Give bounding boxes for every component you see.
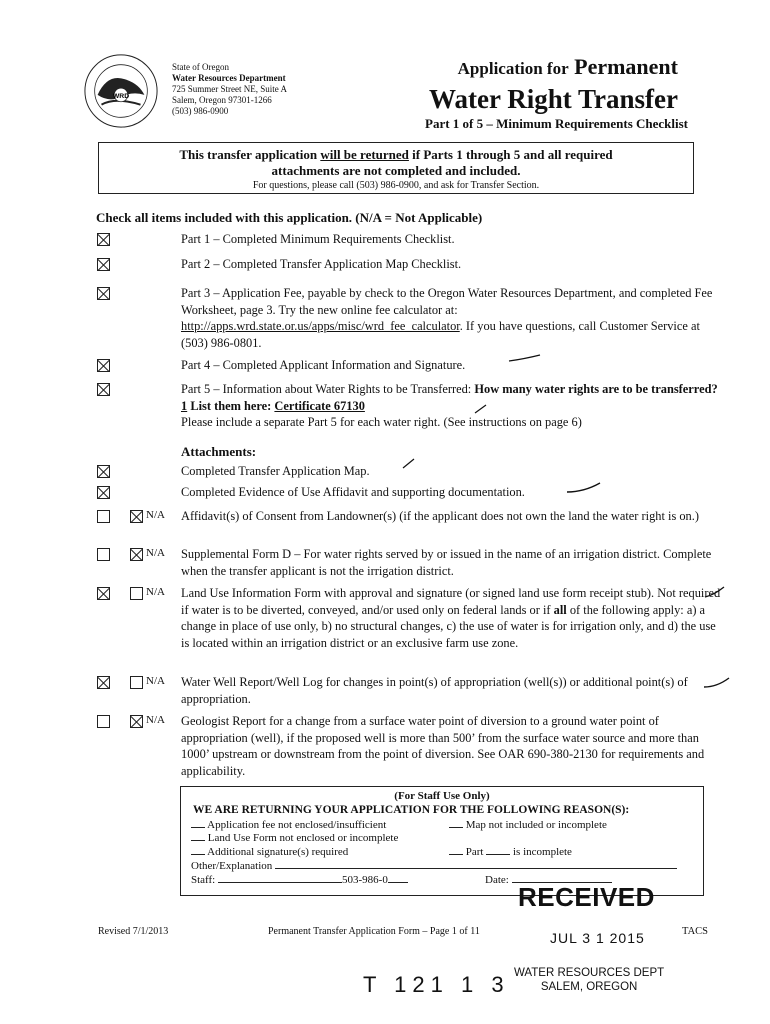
agency-street: 725 Summer Street NE, Suite A: [172, 84, 287, 94]
item-map: Completed Transfer Application Map.: [181, 464, 370, 478]
transfer-number: T 121 1 3: [363, 972, 510, 997]
checkbox-part4[interactable]: [97, 359, 110, 372]
na-label: N/A: [146, 714, 165, 726]
stamp-date: JUL 3 1 2015: [550, 930, 645, 946]
stamp-dept: WATER RESOURCES DEPT SALEM, OREGON: [514, 967, 665, 993]
notice-line2: attachments are not completed and included.: [271, 163, 521, 178]
agency-address: [172, 62, 287, 117]
form-subtitle: Part 1 of 5 – Minimum Requirements Checklist: [425, 116, 688, 131]
water-right-count: 1: [181, 398, 188, 413]
check-mark-icon: [703, 676, 731, 690]
na-label: N/A: [146, 675, 165, 687]
checkbox-consent[interactable]: [97, 510, 110, 523]
reason-map[interactable]: Map not included or incomplete: [449, 818, 607, 831]
item-landuse: Land Use Information Form with approval and signature (or signed land use form receipt stub). Not required if water is to be diverted, conveyed, and/or used only on federal lands or if all of the following apply: a) a change in place of use only, b) no structural changes, c) the use of water is for irrigation only, and d) the use is located within an irrigation district or an exclusive farm use zone.: [181, 586, 721, 650]
item-well: Water Well Report/Well Log for changes in point(s) of appropriation (well(s)) or additional point(s) of appropriation.: [181, 675, 688, 706]
reason-landuse[interactable]: Land Use Form not enclosed or incomplete: [191, 831, 398, 844]
checkbox-part3[interactable]: [97, 287, 110, 300]
footer-revised: Revised 7/1/2013: [98, 926, 169, 937]
staff-box-title: (For Staff Use Only): [394, 790, 490, 802]
checkbox-landuse-na[interactable]: [130, 587, 143, 600]
checkbox-map[interactable]: [97, 465, 110, 478]
notice-line3: For questions, please call (503) 986-0900, and ask for Transfer Section.: [252, 180, 540, 191]
checkbox-formd-na[interactable]: [130, 548, 143, 561]
return-notice-box: [98, 142, 694, 194]
check-mark-icon: [566, 482, 602, 496]
check-mark-icon: [474, 404, 488, 414]
water-right-list: Certificate 67130: [274, 398, 365, 413]
check-mark-icon: [508, 353, 542, 367]
checkbox-consent-na[interactable]: [130, 510, 143, 523]
check-mark-icon: [704, 585, 726, 599]
title-main: Permanent: [574, 54, 678, 79]
checkbox-part5[interactable]: [97, 383, 110, 396]
agency-city: Salem, Oregon 97301-1266: [172, 95, 272, 105]
checkbox-part1[interactable]: [97, 233, 110, 246]
item-geologist: Geologist Report for a change from a surface water point of diversion to a ground water point of appropriation (well), if the proposed well is more than 500’ from the surface water source and more than 1000’ upstream or downstream from the point of diversion. See OAR 690-380-2130 for requirements and applicability.: [181, 714, 705, 778]
item-part5: Part 5 – Information about Water Rights to be Transferred: How many water rights are to be transferred? 1 List them here: Certificate 67130 Please include a separate Part 5 for each water right. (See instructions on page 6): [181, 382, 718, 429]
agency-phone: (503) 986-0900: [172, 106, 229, 116]
reason-signature[interactable]: Additional signature(s) required: [191, 845, 348, 858]
footer-page: Permanent Transfer Application Form – Page 1 of 11: [268, 926, 480, 937]
checkbox-landuse[interactable]: [97, 587, 110, 600]
reason-fee[interactable]: Application fee not enclosed/insufficient: [191, 818, 386, 831]
item-part4: Part 4 – Completed Applicant Information and Signature.: [181, 358, 466, 372]
agency-name: Water Resources Department: [172, 73, 286, 83]
na-label: N/A: [146, 586, 165, 598]
staff-box-heading: WE ARE RETURNING YOUR APPLICATION FOR THE FOLLOWING REASON(S):: [193, 804, 630, 816]
staff-line[interactable]: Staff: 503-986-0: [191, 873, 408, 886]
fee-calculator-link[interactable]: http://apps.wrd.state.or.us/apps/misc/wrd_fee_calculator: [181, 319, 460, 333]
item-affidavit: Completed Evidence of Use Affidavit and supporting documentation.: [181, 485, 525, 499]
footer-tacs: TACS: [682, 926, 708, 937]
agency-state: State of Oregon: [172, 62, 229, 72]
checkbox-geologist-na[interactable]: [130, 715, 143, 728]
received-stamp: RECEIVED: [518, 882, 655, 912]
seal-center-text: WRD: [112, 92, 130, 100]
checkbox-affidavit[interactable]: [97, 486, 110, 499]
na-label: N/A: [146, 509, 165, 521]
item-part1: Part 1 – Completed Minimum Requirements Checklist.: [181, 232, 455, 246]
item-consent: Affidavit(s) of Consent from Landowner(s) (if the applicant does not own the land the water right is on.): [181, 509, 699, 523]
form-title-line2: Water Right Transfer: [429, 84, 678, 114]
item-formd: Supplemental Form D – For water rights served by or issued in the name of an irrigation district. Complete when the transfer applicant is not the irrigation district.: [181, 547, 712, 578]
form-title-line1: [458, 54, 678, 80]
reason-other[interactable]: Other/Explanation: [191, 859, 677, 872]
check-mark-icon: [402, 458, 416, 470]
item-part2: Part 2 – Completed Transfer Application Map Checklist.: [181, 257, 462, 271]
notice-line1: This transfer application will be returned if Parts 1 through 5 and all required: [179, 147, 613, 162]
attachments-heading: Attachments:: [181, 444, 257, 459]
date-line[interactable]: Date:: [485, 873, 612, 886]
item-part3: Part 3 – Application Fee, payable by check to the Oregon Water Resources Department, and completed Fee Worksheet, page 3. Try the new online fee calculator at: http://apps.wrd.state.or.us/apps/misc/wrd_fee_calculator. If you have questions, call Customer Service at (503) 986-0801.: [181, 286, 713, 350]
checkbox-formd[interactable]: [97, 548, 110, 561]
checkbox-geologist[interactable]: [97, 715, 110, 728]
na-label: N/A: [146, 547, 165, 559]
reason-part[interactable]: Part is incomplete: [449, 845, 572, 858]
checkbox-well[interactable]: [97, 676, 110, 689]
checkbox-well-na[interactable]: [130, 676, 143, 689]
staff-use-box: [180, 786, 704, 896]
oregon-wrd-seal: [82, 52, 160, 130]
title-prefix: Application for: [457, 59, 569, 78]
checklist-heading: Check all items included with this application. (N/A = Not Applicable): [96, 210, 483, 225]
checkbox-part2[interactable]: [97, 258, 110, 271]
